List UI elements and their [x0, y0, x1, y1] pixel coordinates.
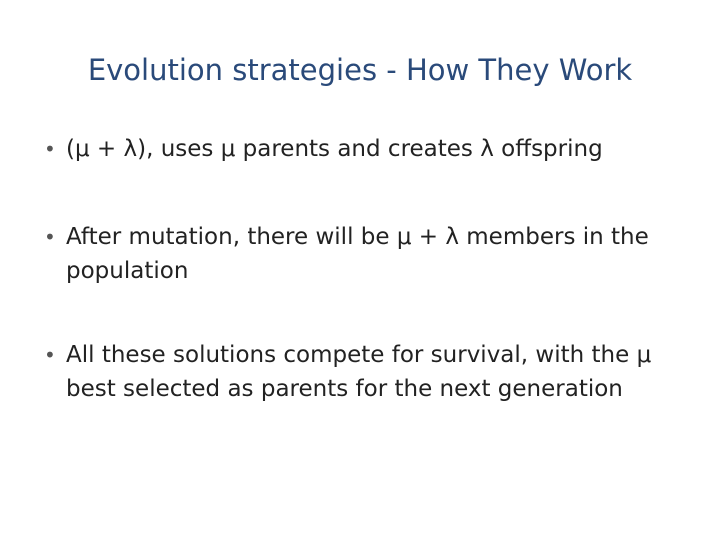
bullet-icon: • — [44, 343, 56, 367]
slide-title: Evolution strategies - How They Work — [87, 53, 633, 87]
bullet-text: All these solutions compete for survival, with the μ best selected as parents for the next generation — [66, 342, 652, 402]
bullet-list — [44, 132, 694, 460]
bullet-icon: • — [44, 225, 56, 249]
bullet-icon: • — [44, 137, 56, 161]
bullet-item — [44, 220, 694, 288]
bullet-text: (μ + λ), uses μ parents and creates λ offspring — [66, 136, 603, 162]
bullet-item — [44, 338, 694, 406]
bullet-text: After mutation, there will be μ + λ members in the population — [66, 224, 649, 284]
bullet-item — [44, 132, 694, 166]
